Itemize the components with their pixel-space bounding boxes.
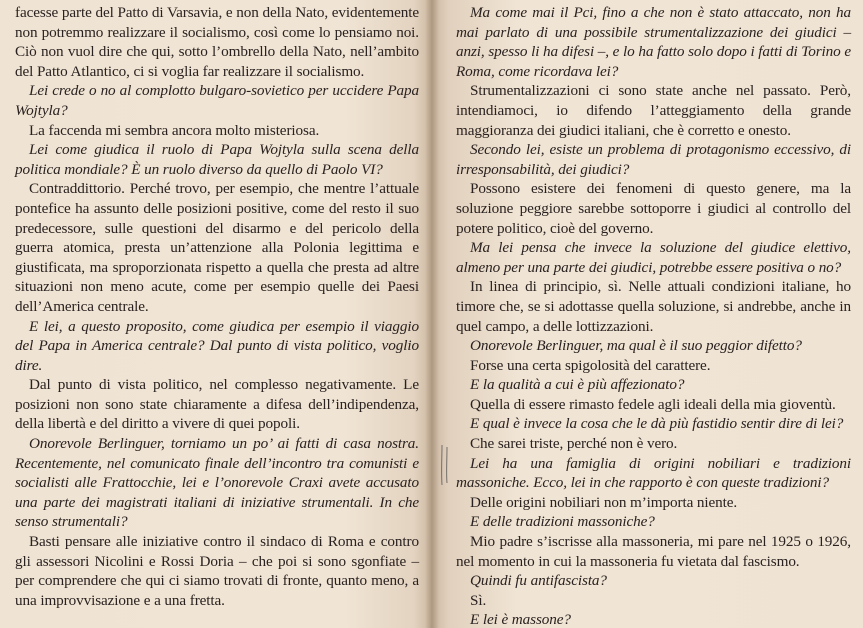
answer-paragraph: Quella di essere rimasto fedele agli ideali della mia gioventù. [470,395,836,413]
question-paragraph: E la qualità a cui è più affezionato? [470,376,685,394]
answer-paragraph: Contraddittorio. Perché trovo, per esempio, che mentre l’attuale pontefice ha assunto delle posizioni positive, come del resto il suo predecessore, sulle questioni del disarmo e del pericolo della guerra atomica, presta un’attenzione alla Polonia legittima e giustificata, ma sproporzionata rispetto a quella che presta ad altre situazioni non meno acute, come per esempio quelle dei Paesi dell’America centrale. [15,180,419,315]
pencil-margin-mark [439,443,451,487]
question-paragraph: E qual è invece la cosa che le dà più fastidio sentir dire di lei? [470,415,844,433]
answer-paragraph: Basti pensare alle iniziative contro il sindaco di Roma e contro gli assessori Nicolini e Rossi Doria – che poi si sono sgonfiate – per comprendere che qui ci siamo trovati di fronte, quanto meno, a una improvvisazione e a una fretta. [15,533,419,609]
question-paragraph: Secondo lei, esiste un problema di protagonismo eccessivo, di irresponsabilità, dei giudici? [456,141,851,178]
question-paragraph: Ma lei pensa che invece la soluzione del giudice elettivo, almeno per una parte dei giudici, potrebbe essere positiva o no? [456,239,851,276]
answer-paragraph: Mio padre s’iscrisse alla massoneria, mi pare nel 1925 o 1926, nel momento in cui la massoneria fu vietata dal fascismo. [456,533,851,570]
question-paragraph: Ma come mai il Pci, fino a che non è stato attaccato, non ha mai parlato di una possibile strumentalizzazione dei giudici – anzi, spesso li ha difesi –, e lo ha fatto solo dopo i fatti di Torino e Roma, come ricordava lei? [456,4,851,80]
question-paragraph: E lei è massone? [470,611,571,628]
answer-paragraph: In linea di principio, sì. Nelle attuali condizioni italiane, ho timore che, se si adottasse quella soluzione, si andrebbe, anche in quel campo, a delle lottizzazioni. [456,278,851,335]
answer-paragraph: Dal punto di vista politico, nel complesso negativamente. Le posizioni non sono state chiaramente a difesa dell’indipendenza, della libertà e del diritto a vivere di quei popoli. [15,376,419,433]
question-paragraph: Lei come giudica il ruolo di Papa Wojtyla sulla scena della politica mondiale? È un ruolo diverso da quello di Paolo VI? [15,141,419,178]
right-page [431,0,863,628]
book-gutter [425,0,439,628]
left-page [0,0,431,628]
answer-paragraph: La faccenda mi sembra ancora molto misteriosa. [29,121,320,139]
answer-paragraph: Che sarei triste, perché non è vero. [470,435,678,453]
question-paragraph: Onorevole Berlinguer, torniamo un po’ ai fatti di casa nostra. Recentemente, nel comunicato finale dell’incontro tra comunisti e socialisti alle Frattocchie, lei e l’onorevole Craxi avete accusato una parte dei magistrati italiani di iniziative strumentali. In che senso strumentali? [15,435,419,531]
question-paragraph: Quindi fu antifascista? [470,572,607,590]
question-paragraph: Onorevole Berlinguer, ma qual è il suo peggior difetto? [470,337,802,355]
answer-paragraph: Strumentalizzazioni ci sono state anche nel passato. Però, intendiamoci, io difendo l’atteggiamento della grande maggioranza dei giudici italiani, che è corretto e onesto. [456,82,851,139]
answer-paragraph: Delle origini nobiliari non m’importa niente. [470,493,738,511]
question-paragraph: E lei, a questo proposito, come giudica per esempio il viaggio del Papa in America centrale? Dal punto di vista politico, voglio dire. [15,317,419,374]
answer-paragraph: Sì. [470,591,487,609]
answer-paragraph: Possono esistere dei fenomeni di questo genere, ma la soluzione peggiore sarebbe sottoporre i giudici al controllo del potere politico, cioè del governo. [456,180,851,237]
question-paragraph: Lei crede o no al complotto bulgaro-sovietico per uccidere Papa Wojtyla? [15,82,419,119]
question-paragraph: E delle tradizioni massoniche? [470,513,655,531]
question-paragraph: Lei ha una famiglia di origini nobiliari e tradizioni massoniche. Ecco, lei in che rapporto è con queste tradizioni? [456,454,851,492]
answer-paragraph: Forse una certa spigolosità del carattere. [470,356,711,374]
answer-paragraph: facesse parte del Patto di Varsavia, e non della Nato, evidentemente non potremmo realizzare il socialismo, così come lo pensiamo noi. Ciò non vuol dire che qui, sotto l’ombrello della Nato, nell’ambito del Patto Atlantico, ci si voglia far realizzare il socialismo. [15,4,419,80]
